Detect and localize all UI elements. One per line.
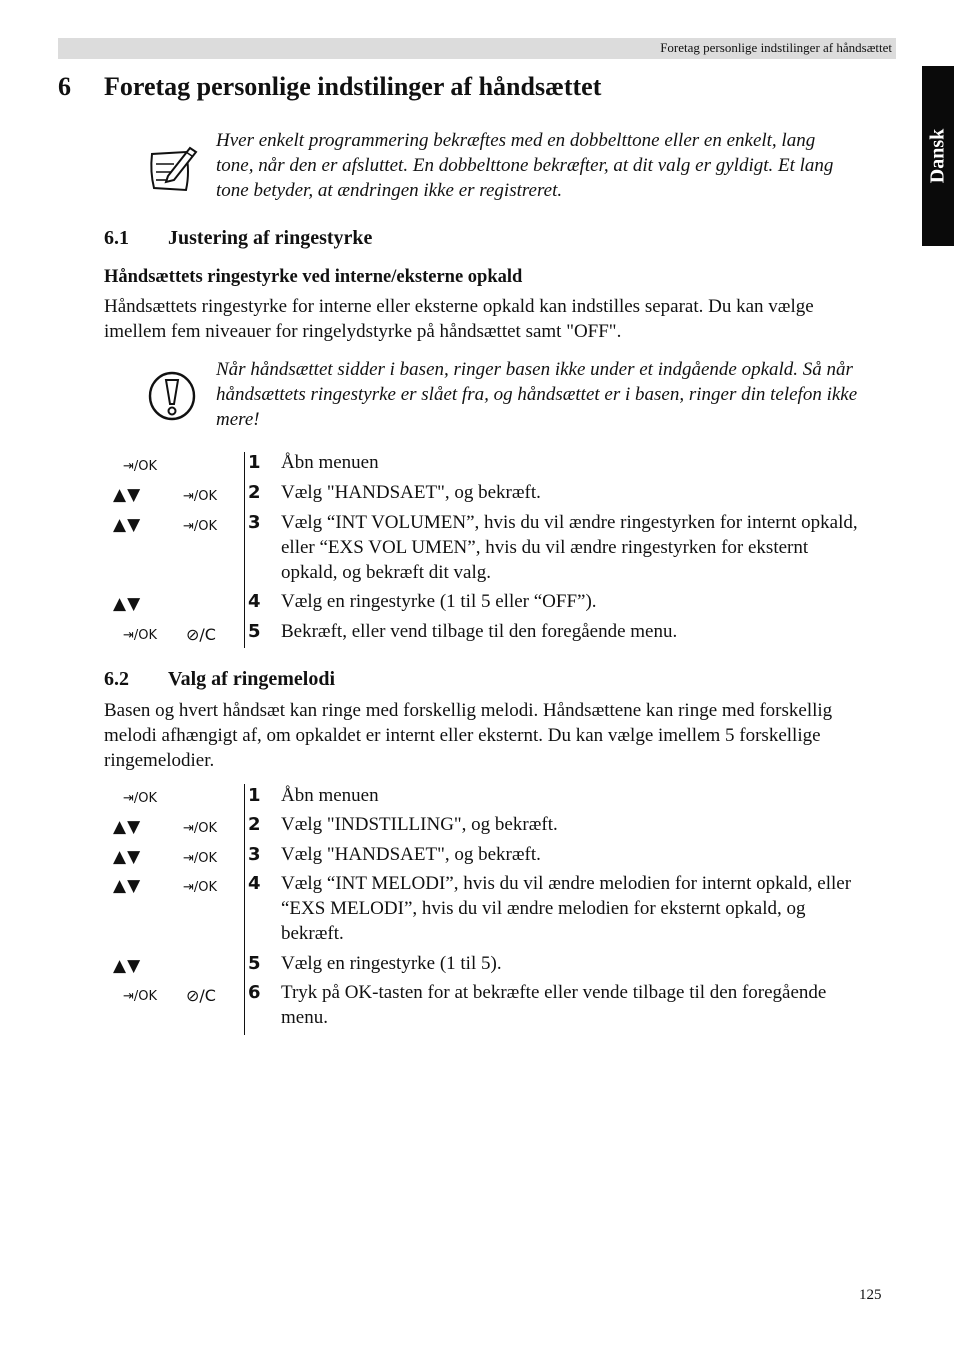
step-item: 1 Åbn menuen bbox=[248, 452, 379, 473]
up-down-arrow-icon: ▲▼ bbox=[113, 817, 142, 837]
clear-key-icon: ⊘/C bbox=[186, 986, 216, 1005]
up-down-arrow-icon: ▲▼ bbox=[113, 515, 142, 535]
step-item: 4 Vælg “INT MELODI”, hvis du vil ændre melodien for internt opkald, eller “EXS MELODI”, hvis du vil ændre melodien for eksternt opkald, og bekræft. bbox=[248, 873, 852, 944]
up-down-arrow-icon: ▲▼ bbox=[113, 847, 142, 867]
note-pencil-icon bbox=[146, 142, 198, 194]
menu-ok-key-icon: ⇥/OK bbox=[123, 791, 158, 806]
subheading-ringestyrke: Håndsættets ringestyrke ved interne/eksterne opkald bbox=[104, 267, 523, 287]
chapter-heading bbox=[58, 72, 601, 102]
up-down-arrow-icon: ▲▼ bbox=[113, 485, 142, 505]
warning-note: Når håndsættet sidder i basen, ringer basen ikke under et indgående opkald. Så når håndsættets ringestyrke er slået fra, og håndsættet er i basen, ringer din telefon ikke mere! bbox=[216, 359, 858, 430]
menu-ok-key-icon: ⇥/OK bbox=[183, 880, 218, 895]
info-note: Hver enkelt programmering bekræftes med en dobbelttone eller en enkelt, lang tone, når den er afsluttet. En dobbelttone bekræfter, at dit valg er gyldigt. Et lang tone betyder, at ændringen ikke er registreret. bbox=[216, 130, 834, 201]
chapter-number: 6 bbox=[58, 72, 71, 101]
chapter-title: Foretag personlige indstilinger af håndsættet bbox=[104, 72, 602, 101]
menu-ok-key-icon: ⇥/OK bbox=[123, 628, 158, 643]
language-tab bbox=[922, 66, 954, 246]
steps-divider bbox=[244, 784, 245, 1035]
section2-paragraph: Basen og hvert håndsæt kan ringe med forskellig melodi. Håndsættene kan ringe med forskellig melodi afhængigt af, om opkaldet er internt eller eksternt. Du kan vælge imellem 5 forskellige ringemelodier. bbox=[104, 700, 833, 771]
section-heading-6-1: 6.1 Justering af ringestyrke bbox=[104, 227, 373, 249]
step-item: 5 Bekræft, eller vend tilbage til den foregående menu. bbox=[248, 621, 678, 642]
language-tab-label: Dansk bbox=[926, 128, 949, 184]
step-item: 4 Vælg en ringestyrke (1 til 5 eller “OFF”). bbox=[248, 591, 597, 612]
up-down-arrow-icon: ▲▼ bbox=[113, 876, 142, 896]
up-down-arrow-icon: ▲▼ bbox=[113, 594, 142, 614]
section1-paragraph: Håndsættets ringestyrke for interne eller eksterne opkald kan indstilles separat. Du kan vælge imellem fem niveauer for ringelydstyrke på håndsættet samt "OFF". bbox=[104, 296, 814, 342]
warning-exclamation-icon bbox=[146, 370, 198, 422]
step-item: 2 Vælg "INDSTILLING", og bekræft. bbox=[248, 814, 558, 835]
step-item: 2 Vælg "HANDSAET", og bekræft. bbox=[248, 482, 541, 503]
step-item: 3 Vælg "HANDSAET", og bekræft. bbox=[248, 844, 541, 865]
step-item: 5 Vælg en ringestyrke (1 til 5). bbox=[248, 953, 502, 974]
step-item: 1 Åbn menuen bbox=[248, 785, 379, 806]
step-item: 6 Tryk på OK-tasten for at bekræfte eller vende tilbage til den foregående menu. bbox=[248, 982, 827, 1028]
running-header bbox=[58, 38, 896, 59]
page-number: 125 bbox=[859, 1287, 882, 1303]
menu-ok-key-icon: ⇥/OK bbox=[183, 821, 218, 836]
menu-ok-key-icon: ⇥/OK bbox=[183, 519, 218, 534]
menu-ok-key-icon: ⇥/OK bbox=[183, 851, 218, 866]
up-down-arrow-icon: ▲▼ bbox=[113, 956, 142, 976]
clear-key-icon: ⊘/C bbox=[186, 625, 216, 644]
step-item: 3 Vælg “INT VOLUMEN”, hvis du vil ændre ringestyrken for internt opkald, eller “EXS VOL UMEN”, hvis du vil ændre ringestyrken for eksternt opkald, og bekræft dit valg. bbox=[248, 512, 858, 583]
menu-ok-key-icon: ⇥/OK bbox=[183, 489, 218, 504]
menu-ok-key-icon: ⇥/OK bbox=[123, 989, 158, 1004]
steps-divider bbox=[244, 452, 245, 648]
section-heading-6-2: 6.2 Valg af ringemelodi bbox=[104, 668, 336, 690]
running-header-title: Foretag personlige indstilinger af håndsættet bbox=[660, 40, 892, 55]
menu-ok-key-icon: ⇥/OK bbox=[123, 459, 158, 474]
